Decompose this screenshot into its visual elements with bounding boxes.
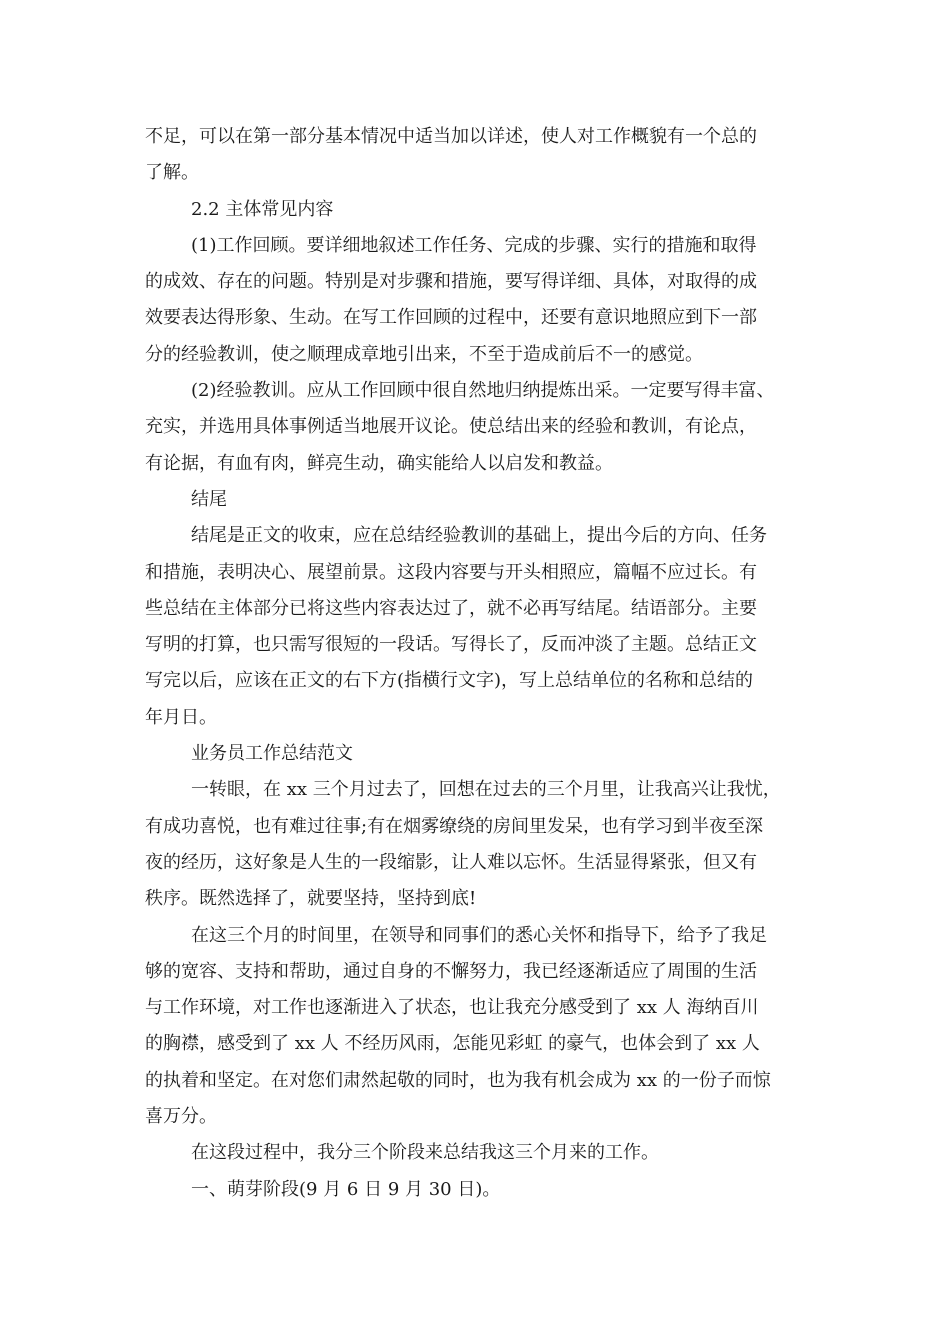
text-line: 的胸襟，感受到了 xx 人 不经历风雨，怎能见彩虹 的豪气，也体会到了 xx 人 xyxy=(145,1033,760,1055)
text-line: 秩序。既然选择了，就要坚持，坚持到底! xyxy=(145,888,477,910)
text-line: 的执着和坚定。在对您们肃然起敬的同时，也为我有机会成为 xx 的一份子而惊 xyxy=(145,1069,771,1091)
text-line: 和措施，表明决心、展望前景。这段内容要与开头相照应，篇幅不应过长。有 xyxy=(145,561,757,583)
text-line: 夜的经历，这好象是人生的一段缩影，让人难以忘怀。生活显得紧张，但又有 xyxy=(145,851,757,873)
text-line: 的成效、存在的问题。特别是对步骤和措施，要写得详细、具体，对取得的成 xyxy=(145,271,757,293)
text-line: 有论据，有血有肉，鲜亮生动，确实能给人以启发和教益。 xyxy=(145,452,613,474)
text-line: 在这三个月的时间里，在领导和同事们的悉心关怀和指导下，给予了我足 xyxy=(191,924,767,946)
text-line: 够的宽容、支持和帮助，通过自身的不懈努力，我已经逐渐适应了周围的生活 xyxy=(145,960,757,982)
text-line: 写完以后，应该在正文的右下方(指横行文字)，写上总结单位的名称和总结的 xyxy=(145,670,754,692)
text-line: 一转眼，在 xx 三个月过去了，回想在过去的三个月里，让我高兴让我忧， xyxy=(191,779,781,801)
document-body xyxy=(145,119,805,1208)
text-line: 不足，可以在第一部分基本情况中适当加以详述，使人对工作概貌有一个总的 xyxy=(145,126,757,147)
text-line: 效要表达得形象、生动。在写工作回顾的过程中，还要有意识地照应到下一部 xyxy=(145,307,757,329)
text-line: (2)经验教训。应从工作回顾中很自然地归纳提炼出采。一定要写得丰富、 xyxy=(191,380,775,402)
text-line: 了解。 xyxy=(145,162,199,184)
text-line: 喜万分。 xyxy=(145,1106,217,1128)
text-line: (1)工作回顾。要详细地叙述工作任务、完成的步骤、实行的措施和取得 xyxy=(191,234,757,256)
text-line: 2.2 主体常见内容 xyxy=(191,198,334,220)
text-line: 结尾 xyxy=(191,488,227,510)
text-line: 与工作环境，对工作也逐渐进入了状态，也让我充分感受到了 xx 人 海纳百川 xyxy=(145,997,759,1019)
text-line: 一、萌芽阶段(9 月 6 日 9 月 30 日)。 xyxy=(191,1178,501,1200)
text-line: 充实，并选用具体事例适当地展开议论。使总结出来的经验和教训，有论点， xyxy=(145,416,757,438)
text-line: 年月日。 xyxy=(145,706,217,728)
text-line: 写明的打算，也只需写很短的一段话。写得长了，反而冲淡了主题。总结正文 xyxy=(145,634,757,656)
text-line: 在这段过程中，我分三个阶段来总结我这三个月来的工作。 xyxy=(191,1142,659,1164)
text-line: 些总结在主体部分已将这些内容表达过了，就不必再写结尾。结语部分。主要 xyxy=(145,597,757,619)
text-line: 业务员工作总结范文 xyxy=(191,743,353,765)
text-line: 分的经验教训，使之顺理成章地引出来，不至于造成前后不一的感觉。 xyxy=(145,343,703,365)
text-line: 结尾是正文的收束，应在总结经验教训的基础上，提出今后的方向、任务 xyxy=(191,525,767,547)
text-line: 有成功喜悦，也有难过往事;有在烟雾缭绕的房间里发呆，也有学习到半夜至深 xyxy=(145,815,764,837)
